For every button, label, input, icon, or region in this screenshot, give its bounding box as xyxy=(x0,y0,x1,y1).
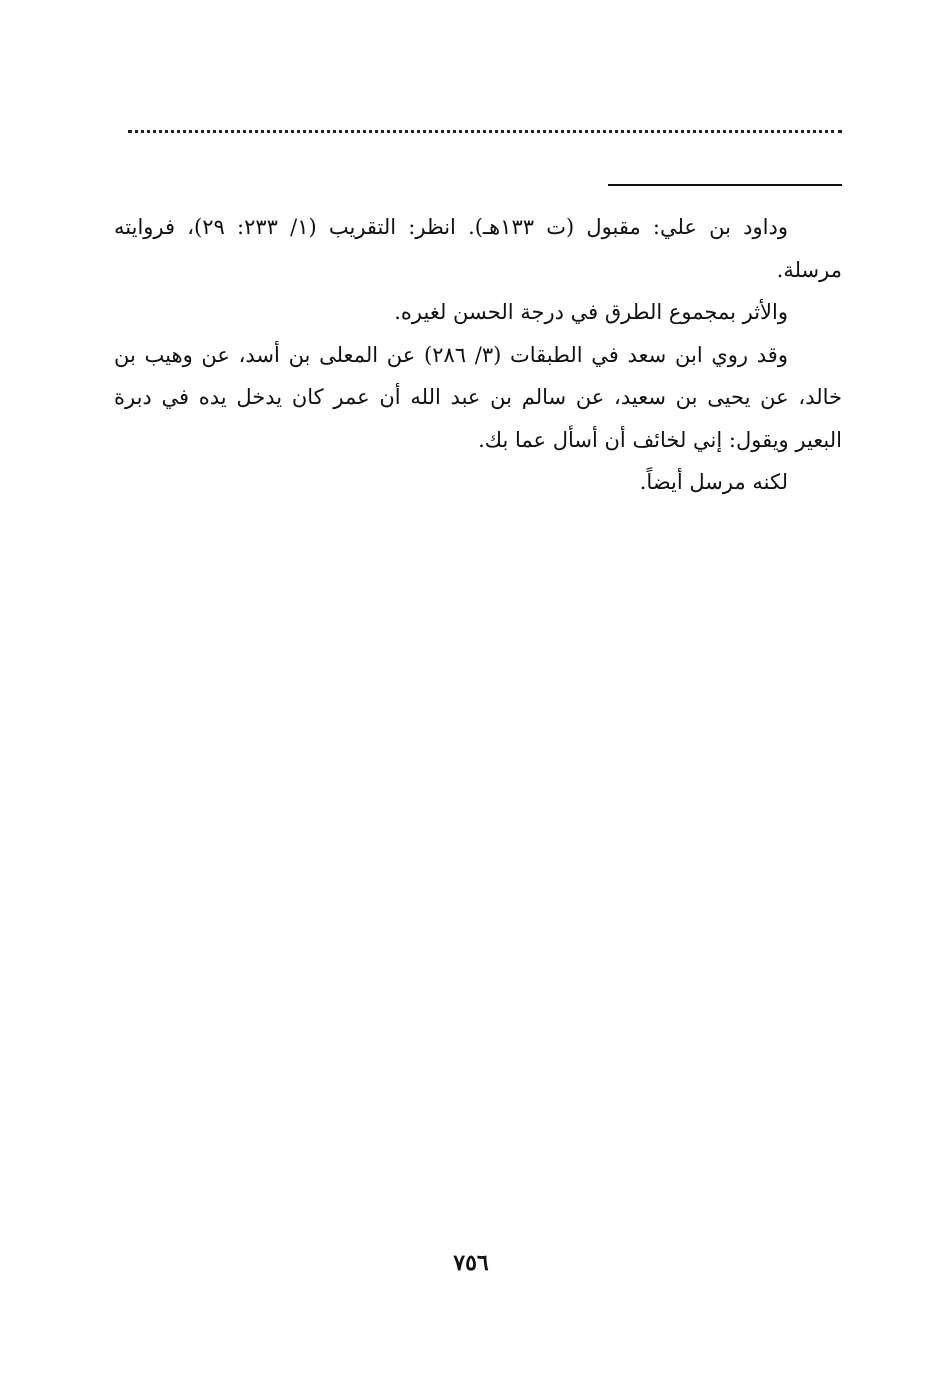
footnote-paragraph-conclusion: لكنه مرسل أيضاً. xyxy=(639,470,788,494)
footnote-paragraph-narrator: وداود بن علي: مقبول (ت ١٣٣هـ). انظر: التقريب (١/ ٢٣٣: ٢٩)، فروايته مرسلة. xyxy=(114,215,842,282)
footnote-paragraph-ibn-saad: وقد روي ابن سعد في الطبقات (٣/ ٢٨٦) عن المعلى بن أسد، عن وهيب بن خالد، عن يحيى بن سعيد، عن سالم بن عبد الله أن عمر كان يدخل يده في دبرة البعير ويقول: إني لخائف أن أسأل عما بك. xyxy=(114,342,842,452)
dotted-separator xyxy=(128,130,842,133)
footnote-separator-line xyxy=(608,184,842,186)
footnote-text xyxy=(114,206,842,504)
footnote-paragraph-grading: والأثر بمجموع الطرق في درجة الحسن لغيره. xyxy=(394,300,788,324)
page-number: ٧٥٦ xyxy=(453,1250,489,1276)
